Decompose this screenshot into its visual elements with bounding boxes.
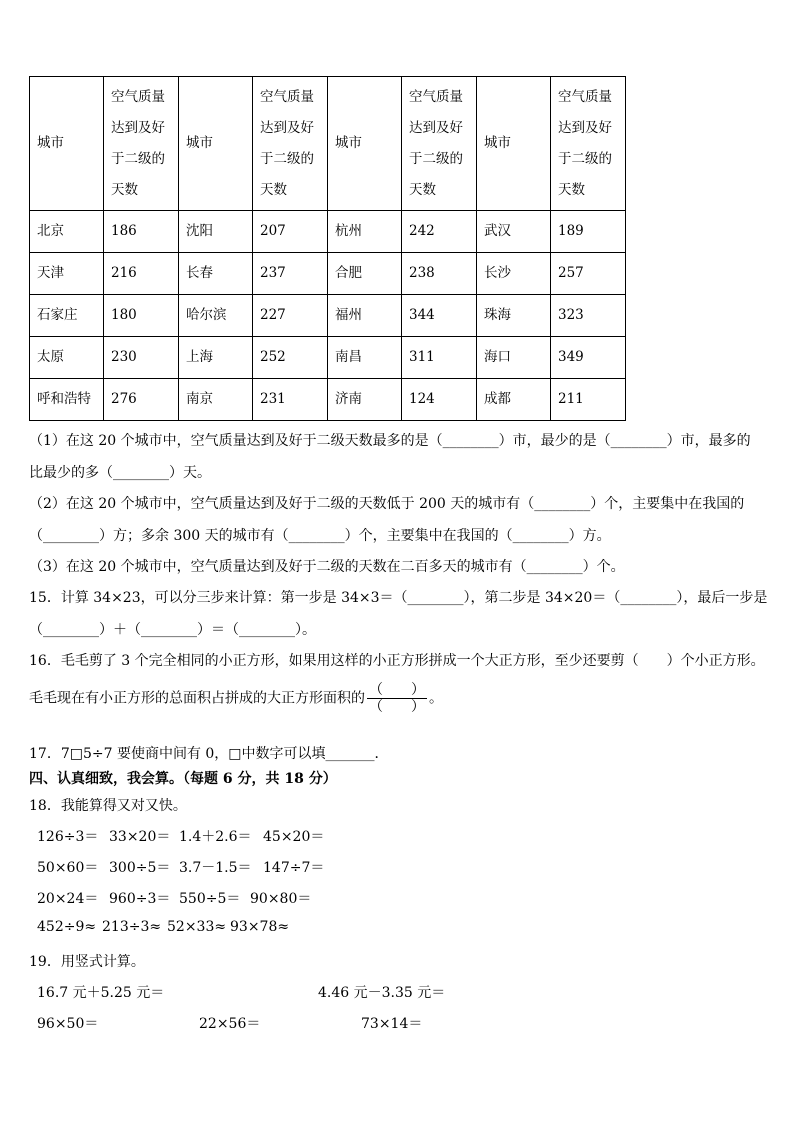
calc-item: 300÷5＝: [109, 860, 171, 876]
table-cell: 211: [551, 379, 626, 421]
fraction-blank: [367, 682, 427, 715]
question-16-line-1: 16．毛毛剪了 3 个完全相同的小正方形，如果用这样的小正方形拼成一个大正方形，至少还要剪（ ）个小正方形。: [29, 653, 765, 669]
table-cell: 南京: [179, 379, 253, 421]
table-cell: 哈尔滨: [179, 295, 253, 337]
calc-item: 452÷9≈: [37, 919, 97, 935]
table-cell: 207: [253, 211, 328, 253]
section-4-heading: 四、认真细致，我会算。（每题 6 分，共 18 分）: [29, 771, 337, 787]
question-1-line-1: （1）在这 20 个城市中，空气质量达到及好于二级天数最多的是（________）市，最少的是（________）市，最多的: [29, 433, 751, 449]
table-cell: 海口: [477, 337, 551, 379]
table-row: [30, 295, 626, 337]
question-15-line-2: （________）＋（________）＝（________）。: [29, 622, 316, 638]
table-cell: 276: [104, 379, 179, 421]
table-row: [30, 337, 626, 379]
vertical-calc-item: 16.7 元＋5.25 元＝: [37, 985, 165, 1001]
question-3: （3）在这 20 个城市中，空气质量达到及好于二级的天数在二百多天的城市有（________）个。: [29, 559, 625, 575]
table-cell: 349: [551, 337, 626, 379]
table-cell: 天津: [30, 253, 104, 295]
header-city: 城市: [477, 77, 551, 211]
table-cell: 242: [402, 211, 477, 253]
table-cell: 252: [253, 337, 328, 379]
table-row: [30, 211, 626, 253]
question-16-text: 毛毛现在有小正方形的总面积占拼成的大正方形面积的: [29, 690, 365, 707]
vertical-calc-item: 73×14＝: [361, 1016, 423, 1032]
table-cell: 石家庄: [30, 295, 104, 337]
table-cell: 257: [551, 253, 626, 295]
header-city: 城市: [179, 77, 253, 211]
question-16-line-2: [29, 682, 443, 715]
table-cell: 北京: [30, 211, 104, 253]
vertical-calc-item: 4.46 元－3.35 元＝: [318, 985, 446, 1001]
header-city: 城市: [30, 77, 104, 211]
table-cell: 济南: [328, 379, 402, 421]
fraction-numerator: （ ）: [369, 682, 425, 698]
table-cell: 180: [104, 295, 179, 337]
calc-item: 50×60＝: [37, 860, 99, 876]
question-15-line-1: 15．计算 34×23，可以分三步来计算：第一步是 34×3＝（________），第二步是 34×20＝（________），最后一步是: [29, 590, 768, 606]
table-cell: 长春: [179, 253, 253, 295]
question-19: 19．用竖式计算。: [29, 954, 145, 970]
table-cell: 杭州: [328, 211, 402, 253]
table-cell: 227: [253, 295, 328, 337]
table-cell: 186: [104, 211, 179, 253]
header-city: 城市: [328, 77, 402, 211]
table-cell: 216: [104, 253, 179, 295]
table-row: [30, 379, 626, 421]
table-cell: 323: [551, 295, 626, 337]
calc-item: 45×20＝: [263, 829, 325, 845]
fraction-denominator: （ ）: [369, 699, 425, 715]
table-cell: 南昌: [328, 337, 402, 379]
table-cell: 311: [402, 337, 477, 379]
table-cell: 230: [104, 337, 179, 379]
header-days: 空气质量 达到及好 于二级的 天数: [104, 77, 179, 211]
table-cell: 沈阳: [179, 211, 253, 253]
table-cell: 237: [253, 253, 328, 295]
calc-item: 960÷3＝: [109, 891, 171, 907]
air-quality-table: [29, 76, 626, 421]
table-cell: 武汉: [477, 211, 551, 253]
table-cell: 238: [402, 253, 477, 295]
table-cell: 太原: [30, 337, 104, 379]
header-days: 空气质量 达到及好 于二级的 天数: [402, 77, 477, 211]
table-cell: 长沙: [477, 253, 551, 295]
question-16-end: 。: [429, 690, 443, 707]
question-2-line-2: （________）方；多余 300 天的城市有（________）个，主要集中在我国的（________）方。: [29, 528, 611, 544]
vertical-calc-item: 96×50＝: [37, 1016, 99, 1032]
calc-item: 126÷3＝: [37, 829, 99, 845]
table-cell: 上海: [179, 337, 253, 379]
calc-item: 20×24＝: [37, 891, 99, 907]
calc-item: 3.7－1.5＝: [179, 860, 252, 876]
calc-item: 93×78≈: [230, 919, 290, 935]
header-days: 空气质量 达到及好 于二级的 天数: [253, 77, 328, 211]
table-cell: 344: [402, 295, 477, 337]
calc-item: 33×20＝: [109, 829, 171, 845]
calc-item: 1.4＋2.6＝: [179, 829, 252, 845]
header-days: 空气质量 达到及好 于二级的 天数: [551, 77, 626, 211]
question-17: 17．7□5÷7 要使商中间有 0，□中数字可以填_______．: [29, 746, 389, 762]
table-row: [30, 253, 626, 295]
calc-item: 52×33≈: [167, 919, 227, 935]
table-cell: 珠海: [477, 295, 551, 337]
table-cell: 231: [253, 379, 328, 421]
calc-item: 90×80＝: [250, 891, 312, 907]
vertical-calc-item: 22×56＝: [199, 1016, 261, 1032]
calc-item: 213÷3≈: [102, 919, 162, 935]
question-1-line-2: 比最少的多（________）天。: [29, 465, 211, 481]
table-cell: 合肥: [328, 253, 402, 295]
table-cell: 成都: [477, 379, 551, 421]
table-cell: 福州: [328, 295, 402, 337]
table-cell: 124: [402, 379, 477, 421]
calc-item: 147÷7＝: [263, 860, 325, 876]
table-cell: 呼和浩特: [30, 379, 104, 421]
calc-item: 550÷5＝: [179, 891, 241, 907]
question-18: 18．我能算得又对又快。: [29, 798, 187, 814]
table-cell: 189: [551, 211, 626, 253]
question-2-line-1: （2）在这 20 个城市中，空气质量达到及好于二级的天数低于 200 天的城市有（________）个，主要集中在我国的: [29, 496, 745, 512]
table-header-row: [30, 77, 626, 211]
